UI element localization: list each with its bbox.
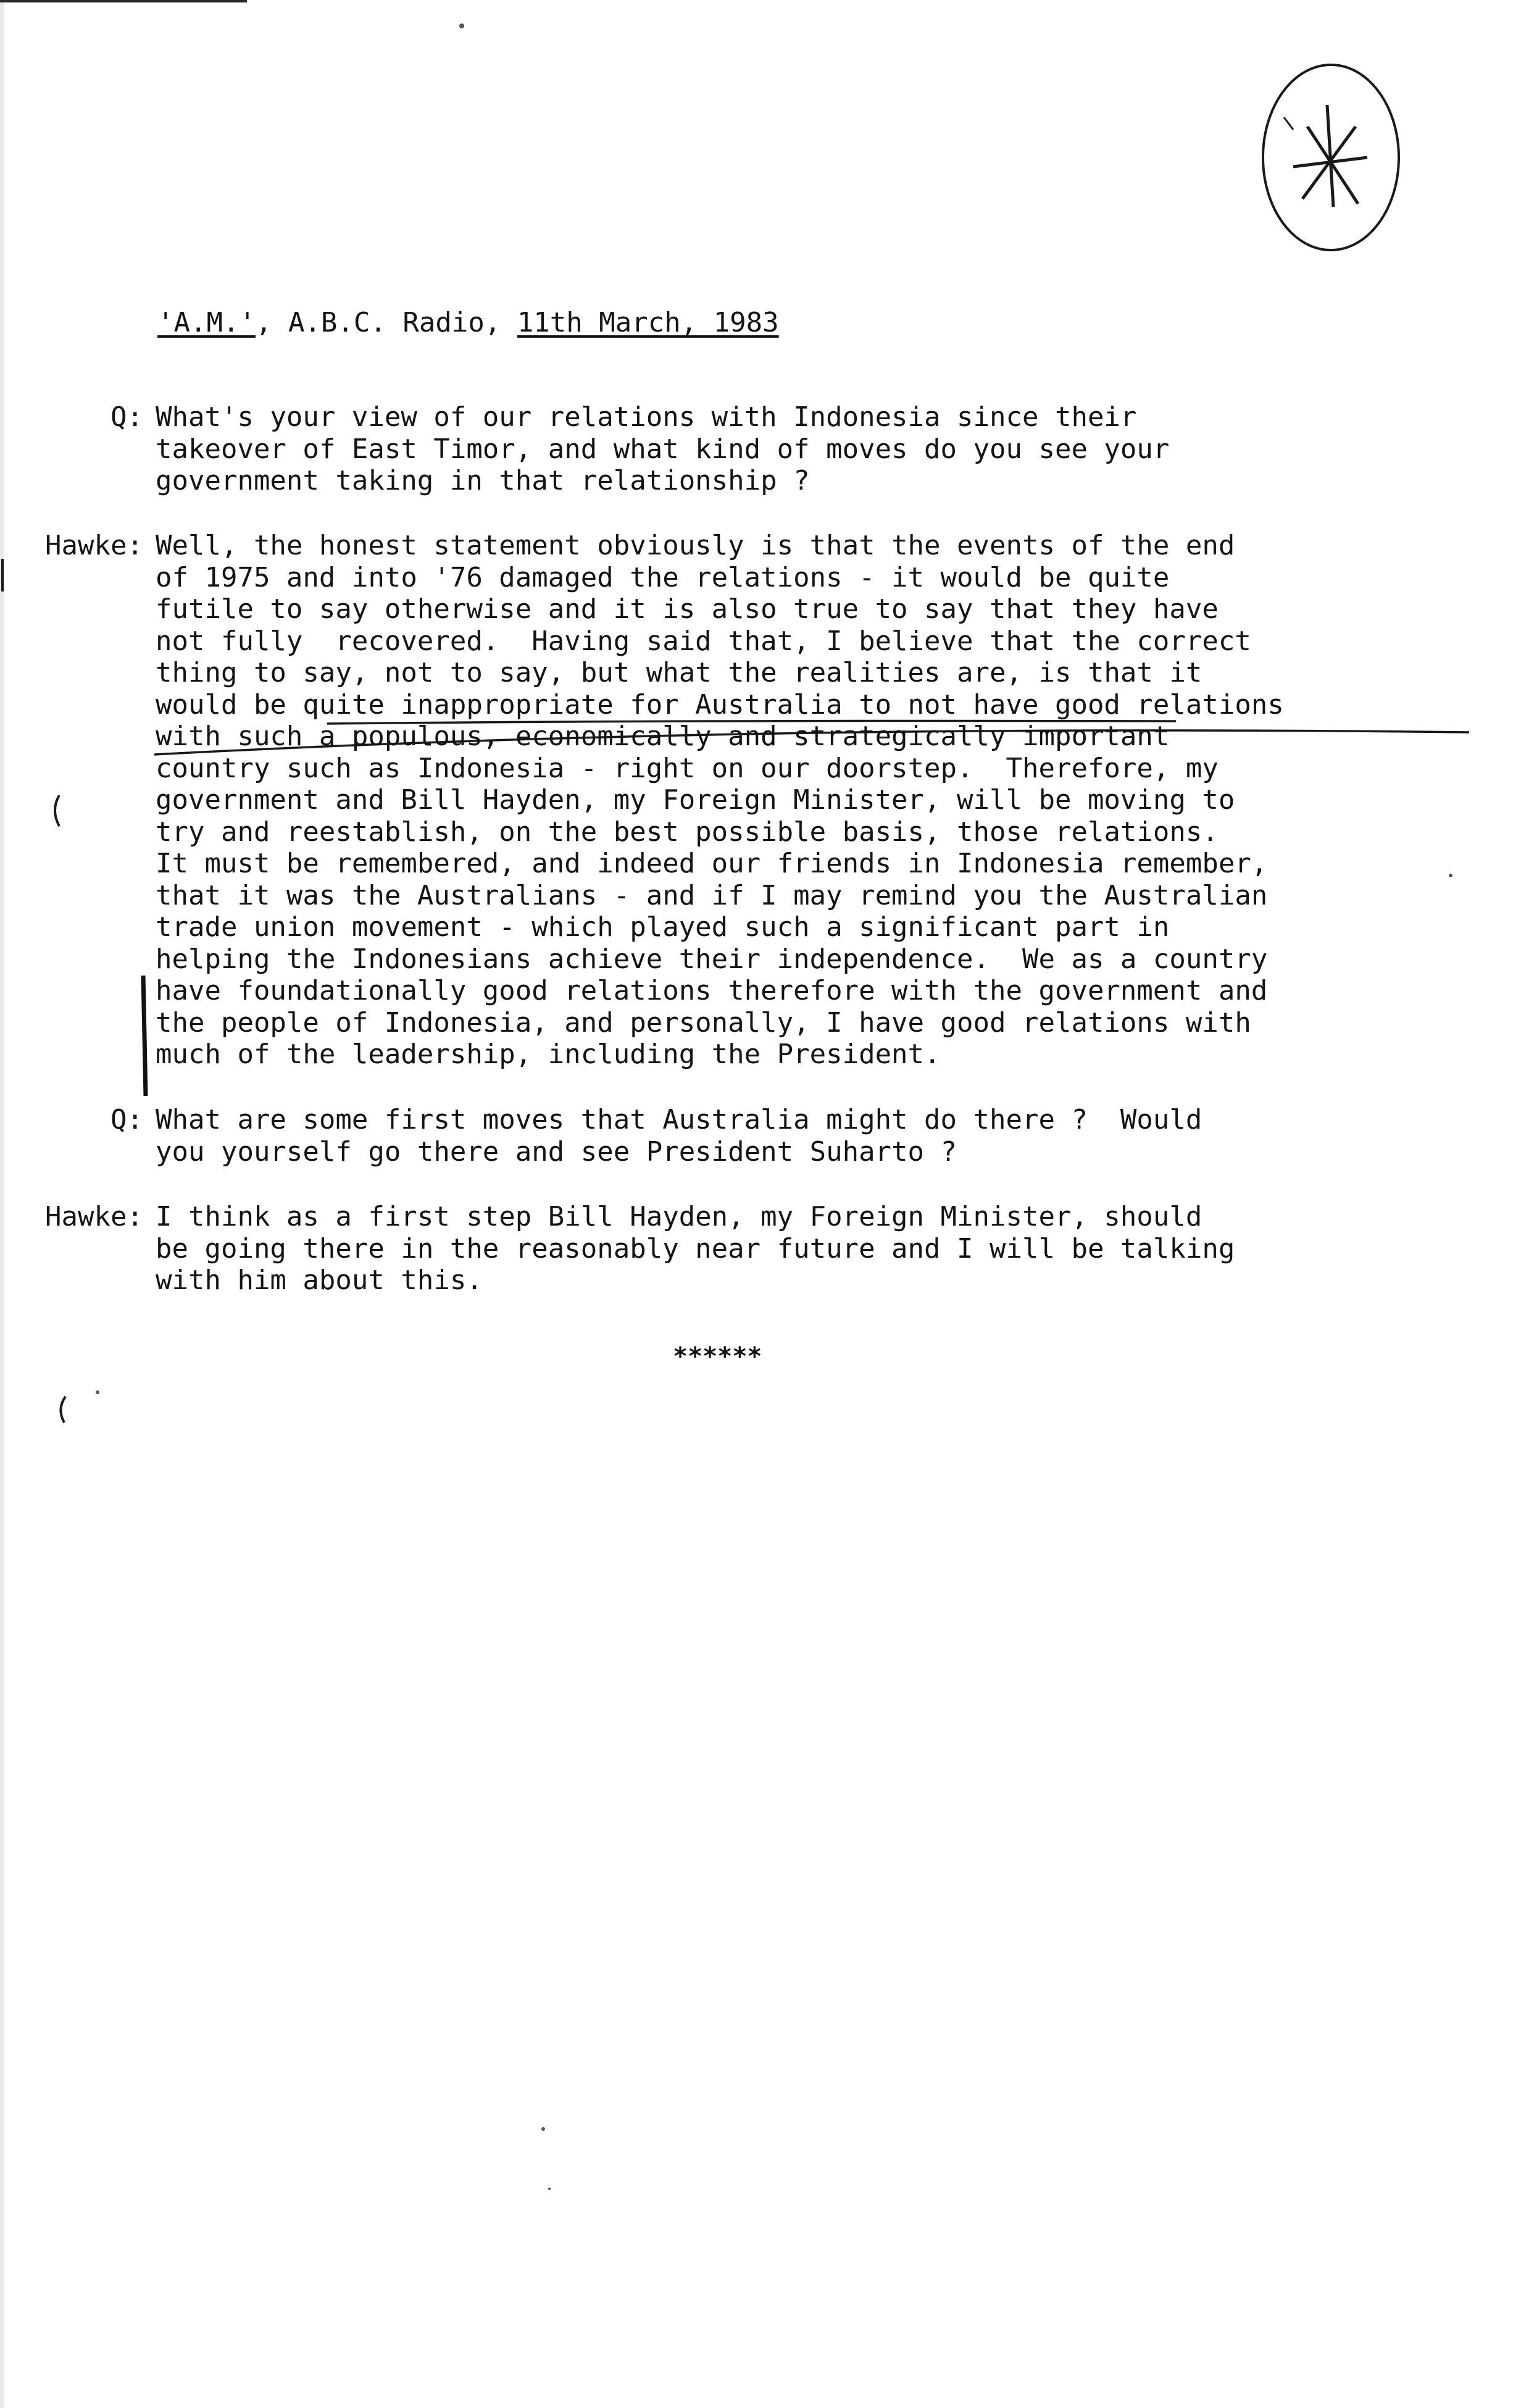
text-line: It must be remembered, and indeed our friends in Indonesia remember, [156,848,1268,879]
end-of-transcript-mark: ****** [673,1342,762,1371]
text-line: takeover of East Timor, and what kind of moves do you see your [156,433,1170,465]
text-line: Well, the honest statement obviously is that the events of the end [156,530,1235,561]
text-line: government and Bill Hayden, my Foreign Minister, will be moving to [156,784,1235,816]
question-text [156,401,1169,497]
text-line: of 1975 and into '76 damaged the relations - it would be quite [156,561,1170,593]
text-line: What's your view of our relations with Indonesia since their [156,401,1137,433]
speaker-label: Hawke: [45,530,143,561]
answer-text [156,1201,1235,1297]
header-separator: , [255,307,288,338]
text-line: thing to say, not to say, but what the realities are, is that it [156,657,1202,688]
speaker-label: Q: [110,1104,143,1135]
text-line: not fully recovered. Having said that, I believe that the correct [156,625,1251,657]
text-line: much of the leadership, including the President. [156,1039,941,1070]
answer-text [156,530,1284,1071]
text-line: country such as Indonesia - right on our doorstep. Therefore, my [156,752,1219,784]
text-line: with him about this. [156,1265,483,1296]
text-line: be going there in the reasonably near future and I will be talking [156,1232,1235,1265]
broadcast-date: 11th March, 1983 [517,307,779,338]
text-line: that it was the Australians - and if I may remind you the Australian [156,879,1268,911]
text-line: try and reestablish, on the best possible basis, those relations. [156,816,1219,848]
text-line: I think as a first step Bill Hayden, my Foreign Minister, should [156,1201,1202,1232]
text-line: have foundationally good relations therefore with the government and [156,975,1268,1006]
text-line: trade union movement - which played such a significant part in [156,911,1170,943]
margin-side-line [143,976,146,1096]
header-separator: , [484,307,517,338]
margin-brackets [2,559,65,1423]
text-line: you yourself go there and see President Suharto ? [156,1135,957,1168]
text-line: helping the Indonesians achieve their independence. We as a country [156,943,1268,975]
document-header [157,306,779,340]
text-line: futile to say otherwise and it is also true to say that they have [156,593,1219,625]
text-line: the people of Indonesia, and personally, I have good relations with [156,1006,1251,1039]
question-text [156,1104,1202,1168]
circled-star-mark [1263,65,1399,250]
speaker-label: Hawke: [45,1201,143,1232]
station-name: A.B.C. Radio [288,307,485,338]
text-line: with such a populous, economically and strategically important [156,721,1170,752]
text-line: What are some first moves that Australia might do there ? Would [156,1104,1202,1135]
speaker-label: Q: [110,401,143,433]
text-line: would be quite inappropriate for Australia to not have good relations [156,688,1284,721]
program-name: 'A.M.' [157,307,256,338]
text-line: government taking in that relationship ? [156,465,810,496]
